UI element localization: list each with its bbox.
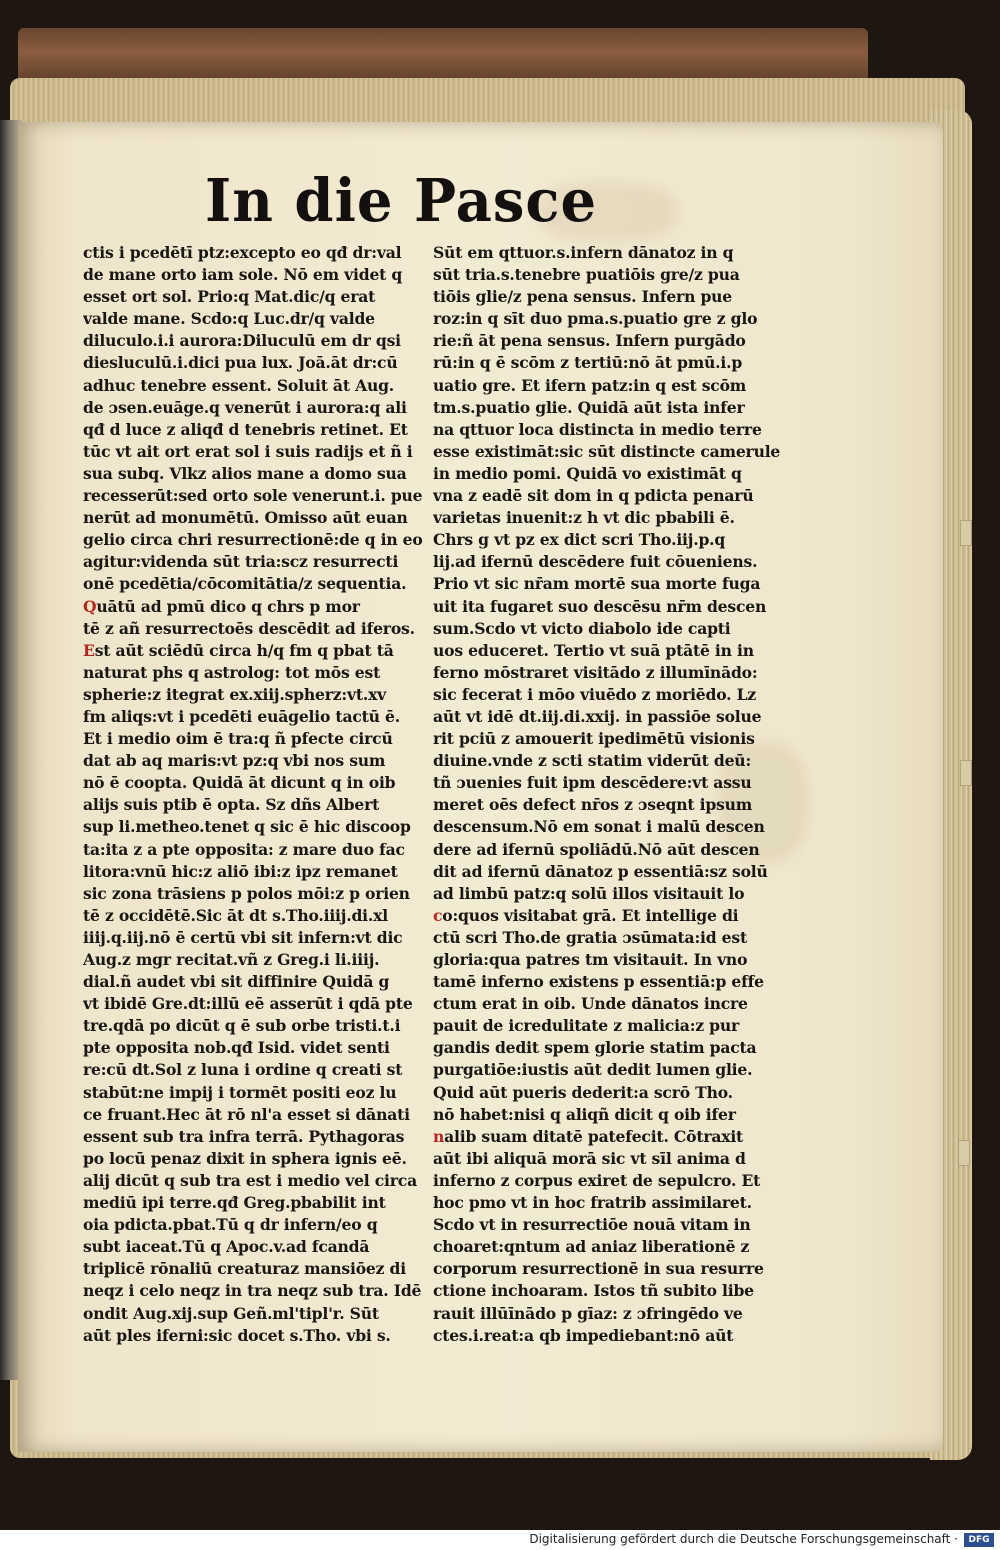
text-line-left: ctis i pcedētī ptz:excepto eo qđ dr:val [83,243,402,262]
text-line-right: ctione inchoaram. Istos tñ subito libe [433,1281,754,1301]
text-line-left: nō ē coopta. Quidā āt dicunt q in oib [83,773,396,793]
text-line-left: diluculo.i.i aurora:Diluculū em dr qsi [83,331,401,351]
text-line-right: lij.ad ifernū descēdere fuit cōueniens. [433,552,758,572]
text-line-right: rū:in q ē scōm z tertiū:nō āt pmū.i.p [433,353,743,373]
text-line-right: ad limbū patz:q solū illos visitauit lo [433,883,745,903]
dfg-logo: DFG [964,1533,994,1547]
text-line-right: diuine.vnde z scti statim viderūt deū: [433,751,751,771]
text-line-left: essent sub tra infra terrā. Pythagoras [83,1126,405,1146]
text-line-left: ondit Aug.xij.sup Geñ.ml'tipl'r. Sūt [83,1303,379,1323]
text-line-right: ctū scri Tho.de gratia ɔsūmata:id est [433,927,747,947]
text-line-left: naturat phs q astrolog: tot mōs est [83,662,381,682]
text-line-right: nō habet:nisi q aliqñ dicit q oib ifer [433,1104,736,1124]
text-line-left: sup li.metheo.tenet q sic ē hic discoop [83,817,411,837]
text-line-left: Quātū ad pmū dico q chrs p mor [83,596,360,616]
text-line-right: sic fecerat i mōo viuēdo z moriēdo. Lz [433,684,757,704]
text-line-right: ctes.i.reat:a qb impediebant:nō aūt [433,1325,734,1345]
text-line-left: iiij.q.iij.nō ē certū vbi sit infern:vt dic [83,927,403,947]
text-column-right [433,242,783,1347]
text-line-right: dit ad ifernū dānatoz p essentiā:sz solū [433,861,768,881]
text-line-left: pte opposita nob.qđ Isid. videt senti [83,1038,390,1058]
text-line-right: uit ita fugaret suo descēsu nr̄m descen [433,596,767,616]
text-line-left: sic zona trāsiens p polos mōi:z p orien [83,883,410,903]
text-line-left: diesluculū.i.dici pua lux. Joā.āt dr:cū [83,353,398,373]
text-line-left: alij dicūt q sub tra est i medio vel circa [83,1170,417,1190]
text-line-right: na qttuor loca distincta in medio terre [433,419,762,439]
page-tab [960,520,972,546]
text-line-right: corporum resurrectionē in sua resurre [433,1259,764,1279]
text-line-left: dat ab aq maris:vt pz:q vbi nos sum [83,751,386,771]
funding-credit: Digitalisierung gefördert durch die Deutsche Forschungsgemeinschaft · [529,1532,958,1546]
footer-bar [0,1530,1000,1550]
text-line-left: tē z añ resurrectoēs descēdit ad iferos. [83,618,415,638]
text-line-left: agitur:videnda sūt tria:scz resurrecti [83,552,399,572]
text-line-left: alijs suis ptib ē opta. Sz dñs Albert [83,795,380,815]
text-line-right: rauit illūīnādo p gīaz: z ɔfringēdo ve [433,1303,743,1323]
text-line-right: varietas inuenit:z h vt dic pbabili ē. [433,508,735,528]
text-line-left: mediū ipi terre.qđ Greg.pbabilit int [83,1193,386,1213]
text-line-right: ctum erat in oib. Unde dānatos incre [433,994,748,1014]
text-line-left: sua subq. Vlkz alios mane a domo sua [83,463,407,483]
page-tab [960,760,972,786]
text-line-left: Et i medio oim ē tra:q ñ pfecte circū [83,729,393,749]
text-line-left: spherie:z itegrat ex.xiij.spherz:vt.xv [83,684,387,704]
text-line-left: de ɔsen.euāge.q venerūt i aurora:q ali [83,397,407,417]
text-line-left: tē z occidētē.Sic āt dt s.Tho.iiij.di.xl [83,905,388,925]
text-line-left: neqz i celo neqz in tra neqz sub tra. Idē [83,1281,422,1301]
text-line-right: sum.Scdo vt victo diabolo ide capti [433,618,731,638]
text-line-left: adhuc tenebre essent. Soluit āt Aug. [83,375,395,395]
text-line-right: tamē inferno existens p essentiā:p effe [433,972,764,992]
text-line-left: stabūt:ne impij i tormēt positi eoz lu [83,1082,397,1102]
text-line-left: po locū penaz dixit in sphera ignis eē. [83,1148,407,1168]
text-line-right: inferno z corpus exiret de sepulcro. Et [433,1170,761,1190]
text-line-right: uatio gre. Et ifern patz:in q est scōm [433,375,747,395]
text-column-left [83,242,433,1347]
text-line-right: aūt vt idē dt.iij.di.xxij. in passiōe solue [433,706,762,726]
text-line-left: subt iaceat.Tū q Apoc.v.ad fcandā [83,1237,370,1257]
text-line-right: Prio vt sic nr̄am mortē sua morte fuga [433,574,761,594]
text-line-right: descensum.Nō em sonat i malū descen [433,817,765,837]
text-line-right: esse existimāt:sic sūt distincte camerule [433,441,781,461]
text-line-right: tiōis glie/z pena sensus. Infern pue [433,287,733,307]
text-line-left: litora:vnū hic:z aliō ibi:z ipz remanet [83,861,398,881]
text-line-right: choaret:qntum ad aniaz liberationē z [433,1237,750,1257]
text-line-right: Sūt em qttuor.s.infern dānatoz in q [433,243,734,262]
text-line-right: pauit de icredulitate z malicia:z pur [433,1016,740,1036]
text-line-left: re:cū dt.Sol z luna i ordine q creati st [83,1060,403,1080]
text-line-right: gloria:qua patres tm visitauit. In vno [433,950,748,969]
page-tab [958,1140,970,1166]
text-line-right: purgatiōe:iustis aūt dedit lumen glie. [433,1060,753,1080]
text-line-right: tñ ɔuenies fuit ipm descēdere:vt assu [433,773,752,793]
text-line-left: nerūt ad monumētū. Omisso aūt euan [83,508,408,528]
text-line-left: esset ort sol. Prio:q Mat.dic/q erat [83,287,376,307]
text-line-right: sūt tria.s.tenebre puatiōis gre/z pua [433,265,740,285]
text-line-right: co:quos visitabat grā. Et intellige di [433,905,739,925]
text-line-right: Scdo vt in resurrectiōe nouā vitam in [433,1215,751,1235]
text-line-right: gandis dedit spem glorie statim pacta [433,1038,757,1058]
text-line-left: dial.ñ audet vbi sit diffinire Quidā g [83,972,390,992]
text-line-right: nalib suam ditatē patefecit. Cōtraxit [433,1126,744,1146]
text-line-left: ta:ita z a pte opposita: z mare duo fac [83,839,405,859]
text-line-left: aūt ples iferni:sic docet s.Tho. vbi s. [83,1325,391,1345]
text-line-left: vt ibidē Gre.dt:illū eē asserūt i qdā pte [83,994,413,1014]
text-line-right: rie:ñ āt pena sensus. Infern purgādo [433,331,746,351]
text-line-right: in medio pomi. Quidā vo existimāt q [433,463,742,483]
text-line-left: Est aūt sciēdū circa h/q fm q pbat tā [83,640,394,660]
text-line-left: tre.qdā po dicūt q ē sub orbe tristi.t.i [83,1016,401,1036]
text-line-right: meret oēs defect nr̄os z ɔseqnt ipsum [433,795,753,815]
text-line-right: tm.s.puatio glie. Quidā aūt ista infer [433,397,745,417]
text-line-right: uos educeret. Tertio vt suā ptātē in in [433,640,754,660]
text-line-left: triplicē rōnaliū creaturaz mansiōez di [83,1259,406,1279]
text-line-left: onē pcedētia/cōcomitātia/z sequentia. [83,574,407,594]
text-line-left: fm aliqs:vt i pcedēti euāgelio tactū ē. [83,706,400,726]
text-line-right: aūt ibi aliquā morā sic vt sīl anima d [433,1148,746,1168]
text-line-right: vna z eadē sit dom in q pdicta penarū [433,486,754,506]
text-line-left: ce fruant.Hec āt rō nl'a esset si dānati [83,1104,410,1124]
text-line-right: roz:in q sīt duo pma.s.puatio gre z glo [433,309,758,329]
text-line-right: Chrs g vt pz ex dict scri Tho.iij.p.q [433,530,726,550]
text-line-right: ferno mōstraret visitādo z illumīnādo: [433,662,758,682]
text-line-right: Quid aūt pueris dederit:a scrō Tho. [433,1082,733,1102]
text-line-left: gelio circa chri resurrectionē:de q in eo [83,530,423,550]
text-line-right: dere ad ifernū spoliādū.Nō aūt descen [433,839,760,859]
text-line-left: tūc vt ait ort erat sol i suis radijs et ñ i [83,441,413,461]
text-line-left: de mane orto iam sole. Nō em videt q [83,265,403,285]
text-line-right: rit pciū z amouerit ipedimētū visionis [433,729,755,749]
text-line-left: recesserūt:sed orto sole venerunt.i. pue [83,486,423,506]
text-line-left: qđ d luce z aliqđ d tenebris retinet. Et [83,419,408,439]
page-heading: In die Pasce [205,166,598,236]
text-line-right: hoc pmo vt in hoc fratrib assimilaret. [433,1193,752,1213]
text-line-left: Aug.z mgr recitat.vñ z Greg.i li.iiij. [83,950,380,969]
text-line-left: valde mane. Scdo:q Luc.dr/q valde [83,309,375,329]
text-line-left: oia pdicta.pbat.Tū q dr infern/eo q [83,1215,378,1235]
